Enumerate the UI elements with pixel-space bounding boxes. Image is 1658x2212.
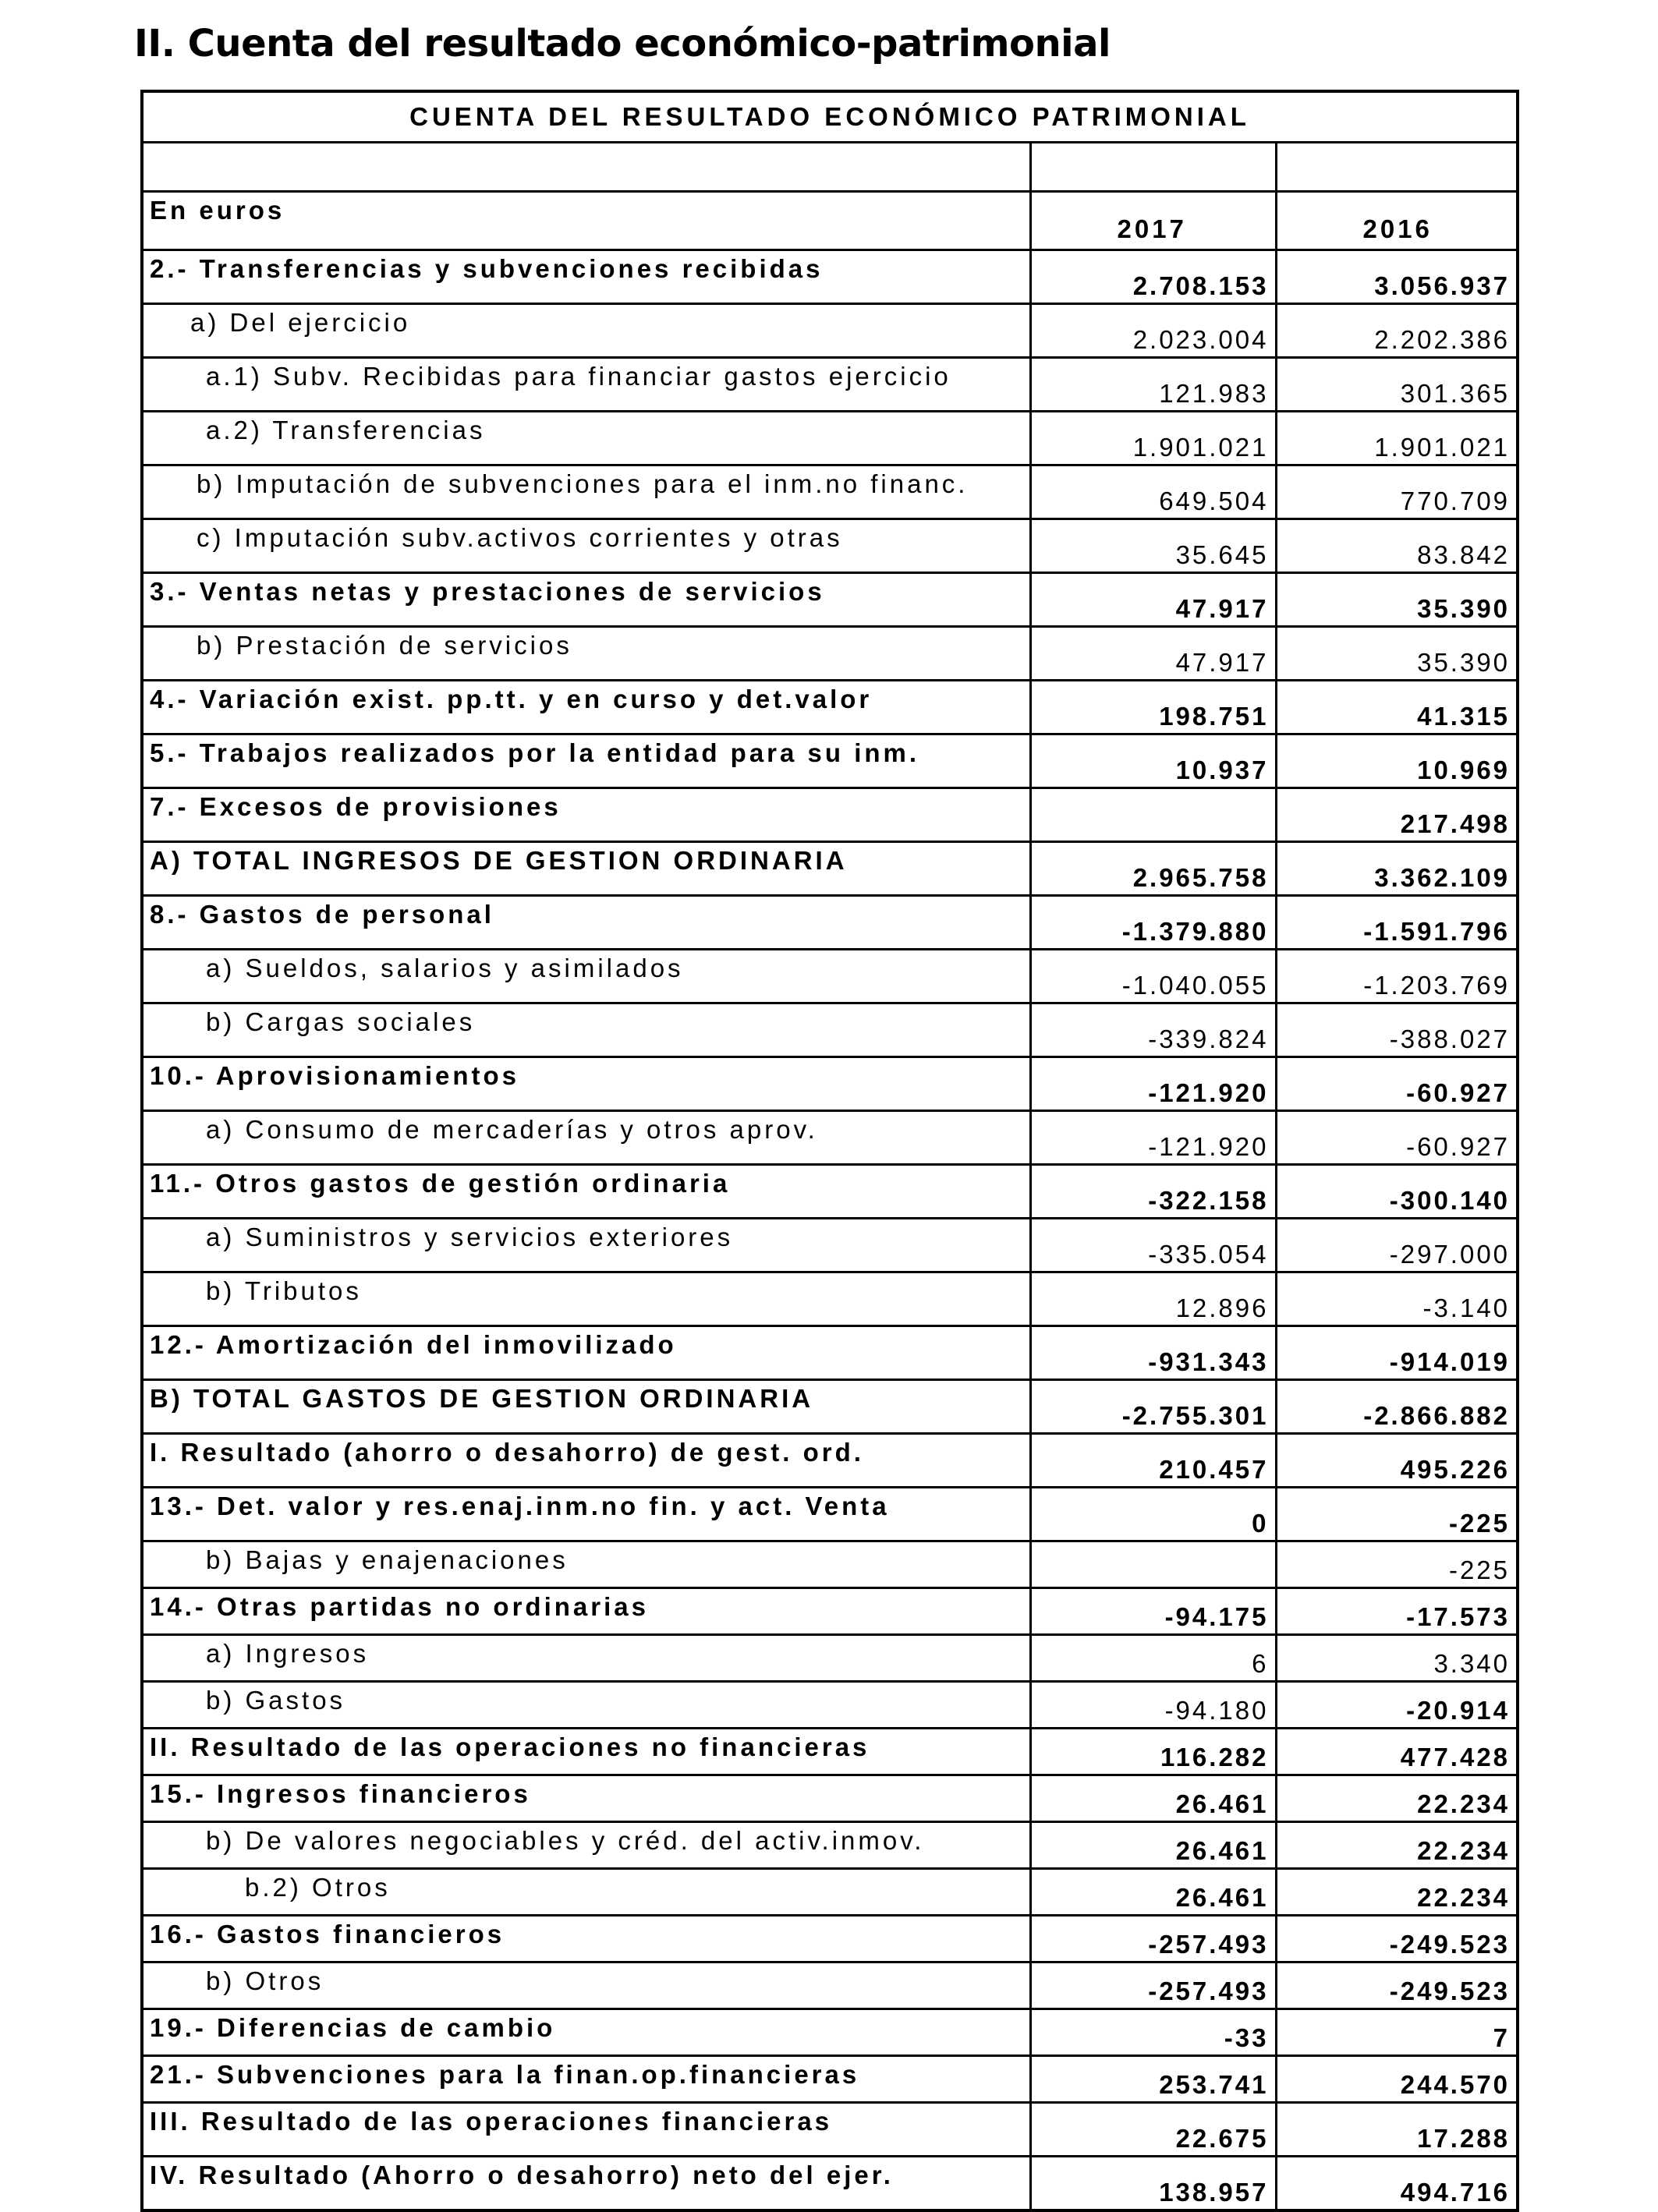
table-row: [142, 1488, 1518, 1541]
table-row: [142, 519, 1518, 573]
table-row: [142, 1729, 1518, 1775]
row-label: a) Sueldos, salarios y asimilados: [142, 950, 1030, 1003]
table-row: [142, 842, 1518, 896]
value-2016: 10.969: [1276, 734, 1518, 788]
page-heading: II. Cuenta del resultado económico-patrimonial: [134, 22, 1111, 65]
value-2016: -20.914: [1276, 1682, 1518, 1729]
value-2017: -94.175: [1030, 1588, 1276, 1635]
table-row: [142, 465, 1518, 519]
header-row: [142, 192, 1518, 250]
row-label: 12.- Amortización del inmovilizado: [142, 1326, 1030, 1380]
row-label: a.2) Transferencias: [142, 412, 1030, 465]
value-2016: -60.927: [1276, 1111, 1518, 1165]
blank-cell: [142, 143, 1030, 192]
table-row: [142, 250, 1518, 304]
table-row: [142, 681, 1518, 734]
row-label: a) Del ejercicio: [142, 304, 1030, 358]
value-2017: 2.708.153: [1030, 250, 1276, 304]
row-label: 3.- Ventas netas y prestaciones de servicios: [142, 573, 1030, 627]
table-row: [142, 1057, 1518, 1111]
table-row: [142, 1219, 1518, 1272]
row-label: b) Prestación de servicios: [142, 627, 1030, 681]
value-2017: -339.824: [1030, 1003, 1276, 1057]
row-label: 8.- Gastos de personal: [142, 896, 1030, 950]
value-2017: -335.054: [1030, 1219, 1276, 1272]
row-label: b) Bajas y enajenaciones: [142, 1541, 1030, 1588]
value-2016: 770.709: [1276, 465, 1518, 519]
row-label: b) Otros: [142, 1962, 1030, 2009]
value-2016: 301.365: [1276, 358, 1518, 412]
income-statement-table: [140, 90, 1519, 2212]
table-title-row: [142, 91, 1518, 143]
row-label: B) TOTAL GASTOS DE GESTION ORDINARIA: [142, 1380, 1030, 1434]
value-2016: -225: [1276, 1488, 1518, 1541]
table-row: [142, 1111, 1518, 1165]
table-row: [142, 1165, 1518, 1219]
value-2016: -3.140: [1276, 1272, 1518, 1326]
row-label: a) Consumo de mercaderías y otros aprov.: [142, 1111, 1030, 1165]
value-2016: 1.901.021: [1276, 412, 1518, 465]
table-row: [142, 950, 1518, 1003]
value-2017: 26.461: [1030, 1775, 1276, 1822]
value-2017: 47.917: [1030, 573, 1276, 627]
table-row: [142, 358, 1518, 412]
value-2017: [1030, 788, 1276, 842]
table-row: [142, 1635, 1518, 1682]
table-row: [142, 896, 1518, 950]
value-2016: -2.866.882: [1276, 1380, 1518, 1434]
value-2017: 26.461: [1030, 1822, 1276, 1869]
table-row: [142, 1588, 1518, 1635]
value-2016: -914.019: [1276, 1326, 1518, 1380]
value-2016: 477.428: [1276, 1729, 1518, 1775]
row-label: I. Resultado (ahorro o desahorro) de gest. ord.: [142, 1434, 1030, 1488]
blank-cell: [1030, 143, 1276, 192]
table-row: [142, 1326, 1518, 1380]
value-2017: 121.983: [1030, 358, 1276, 412]
table-row: [142, 1380, 1518, 1434]
value-2016: 244.570: [1276, 2056, 1518, 2103]
table-row: [142, 1962, 1518, 2009]
row-label: b) Imputación de subvenciones para el inm.no financ.: [142, 465, 1030, 519]
value-2016: 3.056.937: [1276, 250, 1518, 304]
value-2017: -1.040.055: [1030, 950, 1276, 1003]
value-2017: -931.343: [1030, 1326, 1276, 1380]
table-row: [142, 1541, 1518, 1588]
value-2017: -257.493: [1030, 1962, 1276, 2009]
blank-cell: [1276, 143, 1518, 192]
value-2016: -249.523: [1276, 1916, 1518, 1962]
value-2017: -33: [1030, 2009, 1276, 2056]
row-label: a) Ingresos: [142, 1635, 1030, 1682]
value-2017: -1.379.880: [1030, 896, 1276, 950]
value-2016: 2.202.386: [1276, 304, 1518, 358]
value-2017: 0: [1030, 1488, 1276, 1541]
value-2016: -225: [1276, 1541, 1518, 1588]
table-row: [142, 2056, 1518, 2103]
row-label: 21.- Subvenciones para la finan.op.financieras: [142, 2056, 1030, 2103]
table-row: [142, 304, 1518, 358]
unit-label: En euros: [142, 192, 1030, 250]
value-2016: -300.140: [1276, 1165, 1518, 1219]
value-2017: -94.180: [1030, 1682, 1276, 1729]
value-2016: 3.362.109: [1276, 842, 1518, 896]
value-2017: 26.461: [1030, 1869, 1276, 1916]
value-2017: -121.920: [1030, 1111, 1276, 1165]
row-label: 4.- Variación exist. pp.tt. y en curso y det.valor: [142, 681, 1030, 734]
row-label: 11.- Otros gastos de gestión ordinaria: [142, 1165, 1030, 1219]
row-label: 7.- Excesos de provisiones: [142, 788, 1030, 842]
value-2017: -2.755.301: [1030, 1380, 1276, 1434]
table-row: [142, 1869, 1518, 1916]
table-row: [142, 788, 1518, 842]
value-2016: -1.591.796: [1276, 896, 1518, 950]
value-2017: 210.457: [1030, 1434, 1276, 1488]
table-row: [142, 573, 1518, 627]
value-2016: -388.027: [1276, 1003, 1518, 1057]
value-2017: 116.282: [1030, 1729, 1276, 1775]
value-2016: 83.842: [1276, 519, 1518, 573]
table-row: [142, 1916, 1518, 1962]
value-2017: 198.751: [1030, 681, 1276, 734]
value-2016: 35.390: [1276, 573, 1518, 627]
row-label: III. Resultado de las operaciones financieras: [142, 2103, 1030, 2157]
value-2017: -121.920: [1030, 1057, 1276, 1111]
value-2017: 47.917: [1030, 627, 1276, 681]
value-2017: -257.493: [1030, 1916, 1276, 1962]
value-2016: 17.288: [1276, 2103, 1518, 2157]
value-2017: 1.901.021: [1030, 412, 1276, 465]
value-2016: -249.523: [1276, 1962, 1518, 2009]
row-label: 5.- Trabajos realizados por la entidad para su inm.: [142, 734, 1030, 788]
table-row: [142, 734, 1518, 788]
value-2016: 22.234: [1276, 1775, 1518, 1822]
year-2016-header: 2016: [1276, 192, 1518, 250]
table-row: [142, 1003, 1518, 1057]
row-label: b) De valores negociables y créd. del activ.inmov.: [142, 1822, 1030, 1869]
value-2017: 12.896: [1030, 1272, 1276, 1326]
row-label: 10.- Aprovisionamientos: [142, 1057, 1030, 1111]
value-2017: [1030, 1541, 1276, 1588]
row-label: II. Resultado de las operaciones no financieras: [142, 1729, 1030, 1775]
value-2017: 35.645: [1030, 519, 1276, 573]
row-label: a) Suministros y servicios exteriores: [142, 1219, 1030, 1272]
row-label: b) Tributos: [142, 1272, 1030, 1326]
value-2016: 495.226: [1276, 1434, 1518, 1488]
row-label: b) Gastos: [142, 1682, 1030, 1729]
value-2017: 649.504: [1030, 465, 1276, 519]
row-label: 19.- Diferencias de cambio: [142, 2009, 1030, 2056]
value-2017: 6: [1030, 1635, 1276, 1682]
table-row: [142, 2009, 1518, 2056]
row-label: A) TOTAL INGRESOS DE GESTION ORDINARIA: [142, 842, 1030, 896]
value-2016: 22.234: [1276, 1869, 1518, 1916]
table-row: [142, 1272, 1518, 1326]
row-label: 13.- Det. valor y res.enaj.inm.no fin. y act. Venta: [142, 1488, 1030, 1541]
row-label: 15.- Ingresos financieros: [142, 1775, 1030, 1822]
table-row: [142, 1775, 1518, 1822]
table-row: [142, 1434, 1518, 1488]
table-title: CUENTA DEL RESULTADO ECONÓMICO PATRIMONIAL: [142, 91, 1518, 143]
value-2017: 10.937: [1030, 734, 1276, 788]
value-2016: -17.573: [1276, 1588, 1518, 1635]
value-2016: -1.203.769: [1276, 950, 1518, 1003]
row-label: b) Cargas sociales: [142, 1003, 1030, 1057]
table-row: [142, 1822, 1518, 1869]
table-row: [142, 1682, 1518, 1729]
table-row: [142, 2103, 1518, 2157]
value-2017: -322.158: [1030, 1165, 1276, 1219]
value-2016: -297.000: [1276, 1219, 1518, 1272]
value-2017: 2.965.758: [1030, 842, 1276, 896]
value-2016: 7: [1276, 2009, 1518, 2056]
row-label: 14.- Otras partidas no ordinarias: [142, 1588, 1030, 1635]
value-2016: 22.234: [1276, 1822, 1518, 1869]
value-2017: 2.023.004: [1030, 304, 1276, 358]
value-2016: 35.390: [1276, 627, 1518, 681]
blank-row: [142, 143, 1518, 192]
value-2016: 217.498: [1276, 788, 1518, 842]
row-label: 16.- Gastos financieros: [142, 1916, 1030, 1962]
table-row: [142, 412, 1518, 465]
value-2016: 494.716: [1276, 2157, 1518, 2211]
row-label: c) Imputación subv.activos corrientes y otras: [142, 519, 1030, 573]
row-label: b.2) Otros: [142, 1869, 1030, 1916]
value-2017: 22.675: [1030, 2103, 1276, 2157]
year-2017-header: 2017: [1030, 192, 1276, 250]
value-2017: 253.741: [1030, 2056, 1276, 2103]
value-2016: -60.927: [1276, 1057, 1518, 1111]
row-label: a.1) Subv. Recibidas para financiar gastos ejercicio: [142, 358, 1030, 412]
value-2017: 138.957: [1030, 2157, 1276, 2211]
value-2016: 3.340: [1276, 1635, 1518, 1682]
value-2016: 41.315: [1276, 681, 1518, 734]
row-label: 2.- Transferencias y subvenciones recibidas: [142, 250, 1030, 304]
table-row: [142, 627, 1518, 681]
row-label: IV. Resultado (Ahorro o desahorro) neto del ejer.: [142, 2157, 1030, 2211]
